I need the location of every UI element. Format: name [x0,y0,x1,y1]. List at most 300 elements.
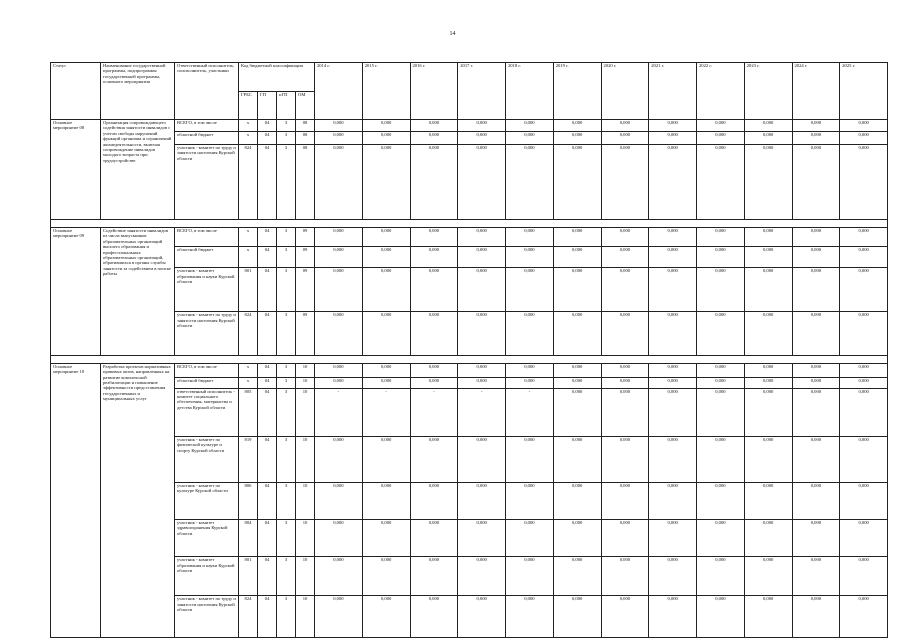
header-year: 2020 г. [601,63,649,120]
value-cell: 0,000 [697,268,745,312]
value-cell: 0,000 [840,227,888,246]
value-cell: 0,000 [410,144,458,219]
status-cell: Основное мероприятие 10 [51,363,101,637]
code-cell: х [239,120,258,132]
code-cell: 801 [239,557,258,596]
value-cell: 0,000 [840,363,888,378]
value-cell: 0,000 [649,520,697,557]
value-cell: 0,000 [315,120,363,132]
value-cell: 0,000 [410,312,458,356]
responsible-cell: ВСЕГО, в том числе [175,120,239,132]
value-cell: 0,000 [315,557,363,596]
value-cell: 0,000 [840,596,888,638]
code-cell: 3 [277,388,296,436]
value-cell: 0,000 [697,312,745,356]
value-cell: 0,000 [601,596,649,638]
code-cell: 04 [258,388,277,436]
value-cell: 0,000 [553,557,601,596]
value-cell: 0,000 [601,144,649,219]
value-cell: 0,000 [553,520,601,557]
value-cell: 0,000 [362,557,410,596]
table-row [51,227,888,246]
code-cell: 805 [239,388,258,436]
value-cell: 0,000 [458,436,506,482]
value-cell: 0,000 [697,596,745,638]
value-cell: 0,000 [362,144,410,219]
code-cell: 10 [296,482,315,519]
value-cell: 0,000 [649,378,697,388]
status-cell: Основное мероприятие 09 [51,227,101,355]
value-cell: 0,000 [458,268,506,312]
value-cell: 0,000 [553,120,601,132]
value-cell: 0,000 [649,312,697,356]
value-cell: 0,000 [744,144,792,219]
value-cell: 0,000 [362,436,410,482]
value-cell: 0,000 [506,312,554,356]
value-cell: 0,000 [315,227,363,246]
code-cell: 04 [258,378,277,388]
value-cell: 0,000 [458,312,506,356]
value-cell: 0,000 [649,227,697,246]
value-cell: 0,000 [697,482,745,519]
code-cell: 04 [258,482,277,519]
value-cell: 0,000 [840,482,888,519]
code-cell: 08 [296,120,315,132]
code-cell: х [239,227,258,246]
value-cell: 0,000 [840,520,888,557]
code-cell: 04 [258,120,277,132]
value-cell: 0,000 [410,482,458,519]
value-cell: 0,000 [458,227,506,246]
value-cell: 0,000 [601,363,649,378]
value-cell: 0,000 [458,246,506,267]
responsible-cell: областной бюджет [175,246,239,267]
header-code: ГП [258,91,277,120]
value-cell: 0,000 [697,144,745,219]
code-cell: 04 [258,363,277,378]
header-year: 2022 г. [697,63,745,120]
value-cell: 0,000 [792,520,840,557]
responsible-cell: участник - комитет здравоохранения Курской области [175,520,239,557]
value-cell: 0,000 [601,227,649,246]
group-spacer [51,220,888,228]
code-cell: 04 [258,520,277,557]
code-cell: 3 [277,132,296,144]
value-cell: 0,000 [458,120,506,132]
header-row-1 [51,63,888,92]
code-cell: 09 [296,246,315,267]
spacer-cell [51,355,888,363]
spacer-cell [51,220,888,228]
table-row [51,120,888,132]
header-status: Статус [51,63,101,120]
value-cell: 0,000 [840,557,888,596]
value-cell: 0,000 [410,132,458,144]
value-cell: 0,000 [553,388,601,436]
value-cell: 0,000 [792,388,840,436]
value-cell: 0,000 [506,378,554,388]
name-cell: Содействие занятости инвалидов из числа выпускников образовательных организаций высшего образования и профессиональных образовательных организаций, обратившихся в органы службы занятости за содействием в поиске работы [101,227,175,355]
value-cell: 0,000 [315,520,363,557]
value-cell: 0,000 [697,120,745,132]
value-cell: 0,000 [697,520,745,557]
value-cell: 0,000 [553,482,601,519]
value-cell: 0,000 [649,557,697,596]
code-cell: 3 [277,557,296,596]
code-cell: 08 [296,144,315,219]
code-cell: 806 [239,482,258,519]
responsible-cell: участник - комитет по физической культуре и спорту Курской области [175,436,239,482]
value-cell: 0,000 [315,132,363,144]
code-cell: 3 [277,436,296,482]
value-cell: 0,000 [553,363,601,378]
value-cell: 0,000 [840,144,888,219]
value-cell: 0,000 [506,436,554,482]
table-row [51,557,888,596]
value-cell: 0,000 [697,388,745,436]
value-cell: 0,000 [649,120,697,132]
value-cell: 0,000 [410,363,458,378]
code-cell: 10 [296,520,315,557]
value-cell: 0,000 [315,378,363,388]
value-cell: 0,000 [362,132,410,144]
code-cell: 04 [258,227,277,246]
value-cell: 0,000 [697,557,745,596]
value-cell: 0,000 [840,312,888,356]
value-cell: 0,000 [410,557,458,596]
code-cell: 3 [277,246,296,267]
value-cell: 0,000 [553,596,601,638]
value-cell: 0,000 [553,246,601,267]
code-cell: х [239,246,258,267]
value-cell: 0,000 [553,268,601,312]
value-cell: 0,000 [553,144,601,219]
value-cell: 0,000 [362,363,410,378]
code-cell: 04 [258,132,277,144]
value-cell: 0,000 [649,436,697,482]
value-cell: 0,000 [506,363,554,378]
value-cell: 0,000 [744,246,792,267]
value-cell: 0,000 [697,436,745,482]
code-cell: 04 [258,312,277,356]
budget-table [50,62,888,638]
value-cell: 0,000 [649,144,697,219]
value-cell: 0,000 [410,246,458,267]
value-cell: 0,000 [315,363,363,378]
table-row [51,378,888,388]
value-cell: 0,000 [792,132,840,144]
value-cell: 0,000 [792,312,840,356]
code-cell: 10 [296,436,315,482]
group-spacer [51,355,888,363]
value-cell: 0,000 [649,596,697,638]
value-cell: 0,000 [362,378,410,388]
value-cell: 0,000 [553,132,601,144]
header-year: 2018 г. [506,63,554,120]
responsible-cell: участник - комитет по культуре Курской области [175,482,239,519]
code-cell: 3 [277,363,296,378]
code-cell: 3 [277,120,296,132]
value-cell: 0,000 [506,557,554,596]
value-cell: 0,000 [506,268,554,312]
value-cell: 0,000 [792,144,840,219]
value-cell: 0,000 [840,388,888,436]
value-cell: 0,000 [744,378,792,388]
value-cell: 0,000 [601,557,649,596]
value-cell: 0,000 [840,132,888,144]
value-cell: 0,000 [649,482,697,519]
name-cell: Разработка проектов нормативных правовых актов, направленных на развитие комплексной реабилитации и повышение эффективности предоставления государственных и муниципальных услуг [101,363,175,637]
header-code: ОМ [296,91,315,120]
value-cell: 0,000 [744,227,792,246]
code-cell: 3 [277,312,296,356]
code-cell: 824 [239,144,258,219]
code-cell: 10 [296,388,315,436]
code-cell: 3 [277,520,296,557]
code-cell: 04 [258,436,277,482]
responsible-cell: ВСЕГО, в том числе [175,227,239,246]
value-cell: 0,000 [458,557,506,596]
table-row [51,482,888,519]
value-cell: 0,000 [792,482,840,519]
value-cell: 0,000 [362,246,410,267]
responsible-cell: областной бюджет [175,378,239,388]
header-year: 2016 г. [410,63,458,120]
header-year: 2015 г. [362,63,410,120]
value-cell: 0,000 [458,482,506,519]
value-cell: 0,000 [315,312,363,356]
value-cell: 0,000 [362,312,410,356]
code-cell: 09 [296,227,315,246]
value-cell: 0,000 [744,482,792,519]
code-cell: х [239,363,258,378]
budget-body [51,120,888,638]
value-cell: 0,000 [697,246,745,267]
value-cell: 0,000 [649,246,697,267]
value-cell: 0,000 [792,557,840,596]
header-code: ГРБС [239,91,258,120]
code-cell: 3 [277,596,296,638]
value-cell: 0,000 [792,120,840,132]
value-cell: 0,000 [792,378,840,388]
value-cell: - [410,388,458,436]
value-cell: 0,000 [601,378,649,388]
code-cell: х [239,132,258,144]
value-cell: 0,000 [458,378,506,388]
code-cell: 3 [277,378,296,388]
status-cell: Основное мероприятие 08 [51,120,101,220]
value-cell: 0,000 [792,596,840,638]
table-row [51,363,888,378]
value-cell: 0,000 [744,388,792,436]
value-cell: 0,000 [601,132,649,144]
table-row [51,520,888,557]
value-cell: 0,000 [553,227,601,246]
value-cell: 0,000 [649,388,697,436]
value-cell: 0,000 [744,363,792,378]
value-cell: 0,000 [697,363,745,378]
value-cell: 0,000 [792,268,840,312]
table-row [51,388,888,436]
header-year: 2017 г. [458,63,506,120]
value-cell: 0,000 [744,557,792,596]
code-cell: х [239,378,258,388]
value-cell: 0,000 [506,482,554,519]
table-row [51,144,888,219]
responsible-cell: ВСЕГО, в том числе [175,363,239,378]
value-cell: 0,000 [840,120,888,132]
value-cell: 0,000 [362,596,410,638]
code-cell: 04 [258,596,277,638]
value-cell: 0,000 [362,120,410,132]
value-cell: 0,000 [315,596,363,638]
value-cell: 0,000 [840,268,888,312]
header-code: пГП [277,91,296,120]
value-cell: 0,000 [744,312,792,356]
value-cell: 0,000 [697,132,745,144]
value-cell: 0,000 [697,378,745,388]
value-cell: 0,000 [506,596,554,638]
value-cell: 0,000 [792,436,840,482]
value-cell: - [506,388,554,436]
value-cell: 0,000 [506,246,554,267]
value-cell: 0,000 [744,520,792,557]
responsible-cell: ответственный исполнитель - комитет социального обеспечения, материнства и детства Курской области [175,388,239,436]
code-cell: 3 [277,227,296,246]
value-cell: 0,000 [410,227,458,246]
value-cell: 0,000 [410,268,458,312]
value-cell: 0,000 [362,520,410,557]
value-cell: 0,000 [601,520,649,557]
value-cell: 0,000 [458,363,506,378]
value-cell: 0,000 [744,132,792,144]
responsible-cell: участник - комитет по труду и занятости населения Курской области [175,144,239,219]
value-cell: 0,000 [553,436,601,482]
table-row [51,436,888,482]
value-cell: 0,000 [744,120,792,132]
responsible-cell: участник - комитет по труду и занятости населения Курской области [175,312,239,356]
name-cell: Организация сопровождающего содействия занятости инвалидов с учетом свободы нарушений функций организма и ограничений жизнедеятельности, включая сопровождение инвалидов молодого возраста при трудоустройстве [101,120,175,220]
value-cell: 0,000 [840,378,888,388]
value-cell: 0,000 [792,363,840,378]
value-cell: 0,000 [601,482,649,519]
value-cell: - [458,388,506,436]
value-cell: 0,000 [792,246,840,267]
value-cell: 0,000 [792,227,840,246]
value-cell: 0,000 [315,246,363,267]
header-year: 2025 г. [840,63,888,120]
header-year: 2019 г. [553,63,601,120]
value-cell: 0,000 [458,520,506,557]
value-cell: 0,000 [506,120,554,132]
value-cell: 0,000 [601,312,649,356]
value-cell: 0,000 [410,520,458,557]
value-cell: 0,000 [744,268,792,312]
value-cell: 0,000 [410,596,458,638]
value-cell: 0,000 [410,436,458,482]
code-cell: 04 [258,246,277,267]
value-cell: 0,000 [601,120,649,132]
table-row [51,132,888,144]
code-cell: 824 [239,596,258,638]
value-cell: 0,000 [506,144,554,219]
responsible-cell: участник - комитет образования и науки Курской области [175,268,239,312]
value-cell: 0,000 [506,520,554,557]
value-cell: 0,000 [362,268,410,312]
value-cell: 0,000 [601,436,649,482]
code-cell: 10 [296,557,315,596]
value-cell: 0,000 [458,132,506,144]
value-cell: - [362,388,410,436]
page-number: 14 [449,31,456,37]
value-cell: 0,000 [410,120,458,132]
value-cell: 0,000 [744,596,792,638]
code-cell: 04 [258,557,277,596]
code-cell: 10 [296,363,315,378]
header-year: 2024 г. [792,63,840,120]
value-cell: 0,000 [315,436,363,482]
code-cell: 10 [296,596,315,638]
value-cell: 0,000 [697,227,745,246]
table-row [51,312,888,356]
value-cell: 0,000 [362,482,410,519]
value-cell: 0,000 [601,246,649,267]
responsible-cell: участник - комитет по труду и занятости населения Курской области [175,596,239,638]
value-cell: 0,000 [601,268,649,312]
code-cell: 804 [239,520,258,557]
code-cell: 10 [296,378,315,388]
value-cell: 0,000 [649,363,697,378]
code-cell: 801 [239,268,258,312]
table-row [51,268,888,312]
value-cell: 0,000 [315,268,363,312]
value-cell: 0,000 [362,227,410,246]
value-cell: - [315,388,363,436]
code-cell: 3 [277,482,296,519]
value-cell: 0,000 [649,268,697,312]
value-cell: 0,000 [553,312,601,356]
header-code-group: Код бюджетной классификации [239,63,315,92]
code-cell: 09 [296,268,315,312]
header-responsible: Ответственный исполнитель, соисполнитель, участники [175,63,239,120]
header-year: 2021 г. [649,63,697,120]
code-cell: 819 [239,436,258,482]
value-cell: 0,000 [410,378,458,388]
value-cell: 0,000 [840,436,888,482]
value-cell: 0,000 [458,596,506,638]
value-cell: 0,000 [601,388,649,436]
value-cell: 0,000 [315,144,363,219]
code-cell: 04 [258,144,277,219]
header-name: Наименование государственной программы, подпрограммы государственной программы, основного мероприятия [101,63,175,120]
table-row [51,596,888,638]
header-year: 2023 г. [744,63,792,120]
value-cell: 0,000 [506,132,554,144]
header-year: 2014 г. [315,63,363,120]
code-cell: 3 [277,144,296,219]
value-cell: 0,000 [315,482,363,519]
value-cell: 0,000 [840,246,888,267]
value-cell: 0,000 [649,132,697,144]
value-cell: 0,000 [744,436,792,482]
code-cell: 3 [277,268,296,312]
code-cell: 824 [239,312,258,356]
value-cell: 0,000 [506,227,554,246]
responsible-cell: участник - комитет образования и науки Курской области [175,557,239,596]
code-cell: 09 [296,312,315,356]
code-cell: 04 [258,268,277,312]
value-cell: 0,000 [458,144,506,219]
